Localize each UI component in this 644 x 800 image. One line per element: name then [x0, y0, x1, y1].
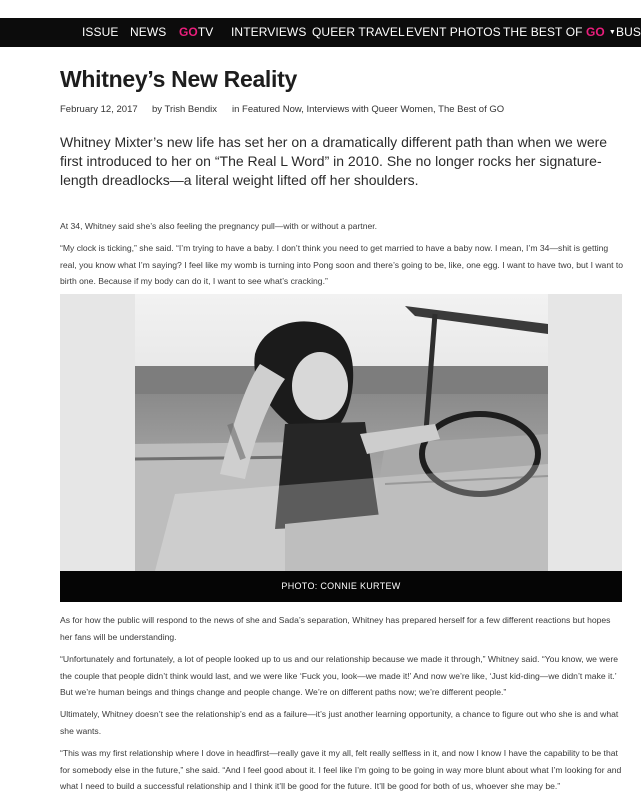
nav-item-issue[interactable]: ISSUE [82, 25, 119, 39]
article-paragraph: “My clock is ticking,” she said. “I’m trying to have a baby. I don’t think you need to get married to have a baby now. I mean, I’m 34—shit is getting real, you know what I’m saying? I feel like my womb is turning into Pong soon and there’s going to be, like, one egg. I want to have two, but I want to birth one. Because if my body can do it, I want to see what’s cracking.” [60, 243, 624, 286]
main-nav [0, 18, 644, 47]
nav-item-gotv[interactable] [179, 18, 213, 47]
nav-item-interviews[interactable]: INTERVIEWS [231, 25, 307, 39]
article-categories: in Featured Now, Interviews with Queer Women, The Best of GO [232, 104, 505, 115]
article-paragraph: Ultimately, Whitney doesn’t see the relationship’s end as a failure—it’s just another learning opportunity, a chance to figure out who she is and what she wants. [60, 709, 619, 736]
category-prefix: in [232, 104, 240, 115]
go-logo-text: GO [179, 25, 198, 39]
author-link[interactable]: Trish Bendix [164, 104, 217, 115]
article-paragraph: “Unfortunately and fortunately, a lot of people looked up to us and our relationship because we made it through,” Whitney said. “You know, we were the couple that people didn’t think would last, and we were like ‘Fuck you, look—we made it!’ And now we’re like, ‘Just kid-ding—we didn’t make it.’ But we’re human beings and things change and people change. We’re on different paths now; we’re different people.” [60, 654, 618, 697]
tv-label: TV [197, 25, 214, 39]
nav-item-queer-travel[interactable]: QUEER TRAVEL [312, 25, 405, 39]
article-photo[interactable] [135, 294, 548, 571]
photo-caption: PHOTO: CONNIE KURTEW [60, 571, 622, 602]
photo-illustration [135, 294, 548, 571]
article-paragraph: At 34, Whitney said she’s also feeling the pregnancy pull—with or without a partner. [60, 221, 378, 231]
article-title: Whitney’s New Reality [60, 66, 297, 92]
best-of-label: THE BEST OF [503, 25, 586, 39]
article-paragraph: As for how the public will respond to the news of she and Sada’s separation, Whitney has prepared herself for a few different reactions but hopes her fans will be understanding. [60, 615, 611, 642]
article-author-line [152, 104, 217, 115]
nav-item-event-photos[interactable]: EVENT PHOTOS [406, 25, 501, 39]
author-prefix: by [152, 104, 163, 115]
caret-down-icon: ▼ [608, 29, 616, 36]
category-link-interviews[interactable]: Interviews with Queer Women [306, 104, 434, 115]
article-date: February 12, 2017 [60, 104, 138, 115]
article-paragraph: “This was my first relationship where I dove in headfirst—really gave it my all, felt really selfless in it, and now I know I have the capability to be that for somebody else in the future,” she said. “And I feel good about it. I feel like I’m going to be going in way more blunt about what I’m looking for and what I need to build a successful relationship and I think it’ll be good for the future. It’ll be good for both of us, whoever she may be.” [60, 748, 622, 791]
nav-item-best-of-go[interactable] [503, 18, 616, 47]
photo-figure [60, 294, 622, 602]
article-lead: Whitney Mixter’s new life has set her on a dramatically different path than when we were first introduced to her on “The Real L Word” in 2010. She no longer rocks her signature-length dreadlocks—a literal weight lifted off her shoulders. [60, 134, 608, 188]
nav-item-news[interactable]: NEWS [130, 25, 167, 39]
category-link-featured-now[interactable]: Featured Now [242, 104, 302, 115]
go-logo-text: GO [586, 25, 605, 39]
nav-item-business[interactable]: BUSI [616, 25, 644, 39]
category-link-best-of-go[interactable]: The Best of GO [438, 104, 505, 115]
